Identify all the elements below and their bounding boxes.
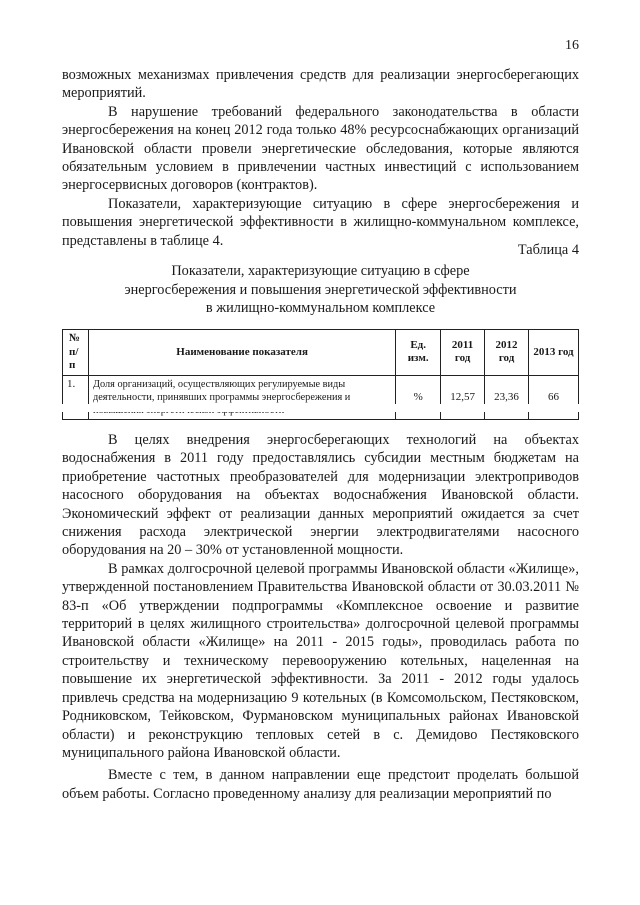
paragraph-indicators-intro: Показатели, характеризующие ситуацию в сфере энергосбережения и повышения энергетической эффективности в жилищно-коммунальном комплексе, представлены в таблице 4. <box>62 195 579 249</box>
header-unit: Ед. изм. <box>396 330 441 376</box>
header-2012: 2012 год <box>485 330 529 376</box>
cell-unit: % <box>396 375 441 420</box>
table-row <box>63 375 579 420</box>
paragraph-energy-audit: В нарушение требований федерального законодательства в области энергосбережения на конец 2012 года только 48% ресурсоснабжающих организаций Ивановской области провели энергетические обследования, которые являются обязательным условием в привлечении частных инвестиций с использованием энергосервисных договоров (контрактов). <box>62 103 579 194</box>
cell-num: 1. <box>63 375 89 420</box>
header-2013: 2013 год <box>529 330 579 376</box>
table-title-line: энергосбережения и повышения энергетической эффективности <box>124 281 517 298</box>
table-title-line: в жилищно-коммунальном комплексе <box>205 300 436 317</box>
table-header-row <box>63 330 579 376</box>
table-title-line: Показатели, характеризующие ситуацию в сфере <box>171 263 470 279</box>
header-name: Наименование показателя <box>88 330 395 376</box>
page-number: 16 <box>565 38 579 53</box>
paragraph-water-supply: В целях внедрения энергосберегающих технологий на объектах водоснабжения в 2011 году предоставлялись субсидии местным бюджетам на приобретение частотных преобразователей для модернизации электроприводов насосного оборудования на объектах водоснабжения Ивановской области. Экономический эффект от реализации данных мероприятий ожидается за счет снижения расхода электрической энергии электродвигателями насосного оборудования на 20 – 30% от установленной мощности. <box>62 432 579 559</box>
cell-name: Доля организаций, осуществляющих регулируемые виды деятельности, принявших программы энергосбережения и <box>88 375 395 420</box>
bottom-text <box>62 431 579 803</box>
table-title <box>62 262 579 318</box>
cell-2011: 12,57 <box>441 375 485 420</box>
cell-2012: 23,36 <box>485 375 529 420</box>
top-text <box>62 66 579 250</box>
cell-2013: 66 <box>529 375 579 420</box>
table-cut-mask <box>62 404 579 412</box>
paragraph-housing-program: В рамках долгосрочной целевой программы Ивановской области «Жилище», утвержденной постановлением Правительства Ивановской области от 30.03.2011 № 83-п «Об утверждении подпрограммы «Комплексное освоение и развитие территорий в целях жилищного строительства» долгосрочной целевой программы Ивановской области «Жилище» на 2011 - 2015 годы», проводилась работа по строительству и техническому перевооружению котельных, нацеленная на повышение их энергетической эффективности. За 2011 - 2012 годы удалось привлечь средства на модернизацию 9 котельных (в Комсомольском, Пестяковском, Родниковском, Тейковском, Фурмановском муниципальных районах Ивановской области) и реконструкцию тепловых сетей в с. Демидово Пестяковского муниципального района Ивановской области. <box>62 560 579 761</box>
header-num: № п/п <box>63 330 89 376</box>
table-label: Таблица 4 <box>517 242 579 258</box>
paragraph-continuation: возможных механизмах привлечения средств для реализации энергосберегающих мероприятий. <box>62 67 579 102</box>
paragraph-remaining-work: Вместе с тем, в данном направлении еще предстоит проделать большой объем работы. Согласно проведенному анализу для реализации мероприятий по <box>62 767 579 802</box>
header-2011: 2011 год <box>441 330 485 376</box>
